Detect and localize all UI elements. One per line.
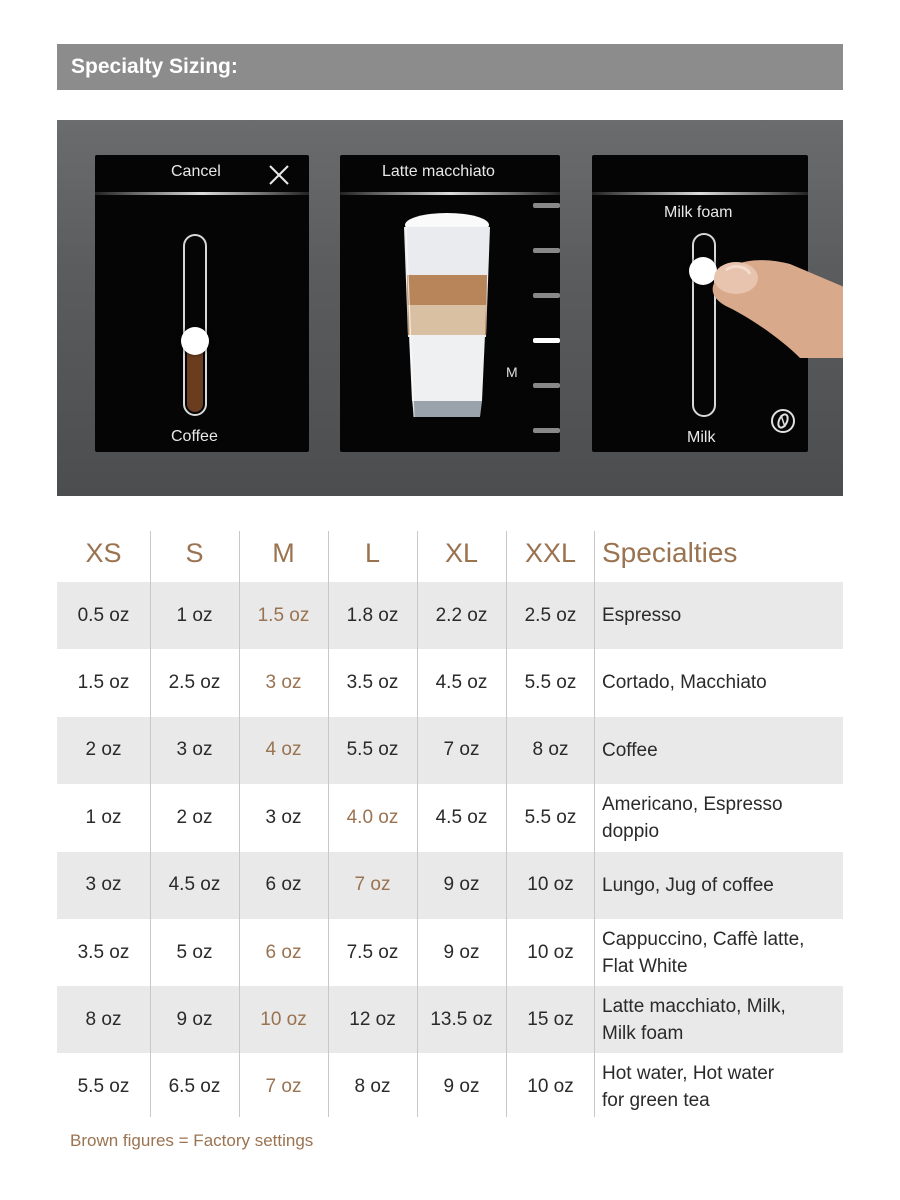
size-value-cell: 8 oz bbox=[85, 1008, 122, 1030]
coffee-bean-icon[interactable] bbox=[770, 408, 796, 434]
size-value-cell: 2 oz bbox=[176, 806, 213, 828]
column-divider bbox=[150, 531, 151, 1117]
specialty-cell bbox=[594, 919, 842, 986]
size-value-cell: 2.2 oz bbox=[435, 604, 488, 626]
size-tick-m[interactable] bbox=[533, 338, 560, 343]
specialty-line: Flat White bbox=[602, 955, 688, 977]
size-value-cell: 7 oz bbox=[265, 1076, 302, 1098]
specialty-line: Milk foam bbox=[602, 1022, 684, 1044]
size-value-cell: 2 oz bbox=[85, 739, 122, 761]
section-title: Specialty Sizing: bbox=[71, 55, 238, 78]
size-value-cell: 10 oz bbox=[260, 1008, 307, 1030]
size-value-cell: 9 oz bbox=[443, 874, 480, 896]
specialty-line: Latte macchiato, Milk, bbox=[602, 995, 786, 1017]
size-value-cell: 4.5 oz bbox=[435, 806, 488, 828]
specialty-line: for green tea bbox=[602, 1090, 710, 1112]
specialty-line: Coffee bbox=[602, 739, 658, 761]
specialty-cell bbox=[594, 784, 842, 851]
size-value-cell: 10 oz bbox=[527, 874, 574, 896]
latte-glass-icon bbox=[398, 211, 496, 429]
cancel-label[interactable]: Cancel bbox=[171, 163, 221, 180]
section-header bbox=[57, 44, 843, 90]
column-divider bbox=[417, 531, 418, 1117]
table-row bbox=[57, 919, 843, 986]
size-value-cell: 6 oz bbox=[265, 941, 302, 963]
size-value-cell: 5.5 oz bbox=[346, 739, 399, 761]
coffee-slider-track[interactable] bbox=[183, 234, 207, 416]
specialty-line: Cortado, Macchiato bbox=[602, 672, 767, 694]
size-tick-xxl[interactable] bbox=[533, 203, 560, 208]
size-value-cell: 10 oz bbox=[527, 941, 574, 963]
coffee-strength-screen bbox=[95, 155, 309, 452]
size-value-cell: 1.5 oz bbox=[257, 604, 310, 626]
drink-size-screen bbox=[340, 155, 560, 452]
size-value-cell: 1 oz bbox=[85, 806, 122, 828]
milk-foam-label: Milk foam bbox=[664, 204, 733, 221]
column-divider bbox=[328, 531, 329, 1117]
size-value-cell: 7 oz bbox=[443, 739, 480, 761]
specialty-cell bbox=[594, 717, 842, 784]
size-value-cell: 0.5 oz bbox=[77, 604, 130, 626]
size-value-cell: 3 oz bbox=[85, 874, 122, 896]
size-tick-xl[interactable] bbox=[533, 248, 560, 253]
coffee-slider-label: Coffee bbox=[171, 428, 218, 445]
column-divider bbox=[594, 531, 595, 1117]
column-header: S bbox=[185, 538, 204, 568]
specialty-line: Hot water, Hot water bbox=[602, 1063, 775, 1085]
size-value-cell: 1.8 oz bbox=[346, 604, 399, 626]
finger-image bbox=[690, 238, 843, 358]
specialty-cell bbox=[594, 986, 842, 1053]
table-row bbox=[57, 649, 843, 716]
size-tick-s[interactable] bbox=[533, 383, 560, 388]
size-value-cell: 3 oz bbox=[265, 671, 302, 693]
column-divider bbox=[506, 531, 507, 1117]
size-value-cell: 7 oz bbox=[354, 874, 391, 896]
specialty-line: Americano, Espresso bbox=[602, 793, 783, 815]
size-value-cell: 7.5 oz bbox=[346, 941, 399, 963]
column-divider bbox=[239, 531, 240, 1117]
specialty-line: doppio bbox=[602, 820, 660, 842]
table-row bbox=[57, 784, 843, 851]
size-value-cell: 9 oz bbox=[443, 941, 480, 963]
table-row bbox=[57, 1054, 843, 1121]
size-value-cell: 10 oz bbox=[527, 1076, 574, 1098]
specialty-line: Cappuccino, Caffè latte, bbox=[602, 928, 805, 950]
size-value-cell: 2.5 oz bbox=[168, 671, 221, 693]
size-tick-xs[interactable] bbox=[533, 428, 560, 433]
size-value-cell: 8 oz bbox=[354, 1076, 391, 1098]
specialty-cell bbox=[594, 582, 842, 649]
size-tick-l[interactable] bbox=[533, 293, 560, 298]
column-header: XXL bbox=[524, 538, 577, 568]
drink-name-label: Latte macchiato bbox=[382, 163, 495, 180]
size-marker-label: M bbox=[506, 364, 518, 380]
specialty-line: Lungo, Jug of coffee bbox=[602, 874, 774, 896]
size-value-cell: 5.5 oz bbox=[524, 806, 577, 828]
screen-divider bbox=[340, 192, 560, 195]
size-value-cell: 6.5 oz bbox=[168, 1076, 221, 1098]
size-value-cell: 6 oz bbox=[265, 874, 302, 896]
size-value-cell: 3.5 oz bbox=[346, 671, 399, 693]
screen-divider bbox=[95, 192, 309, 195]
specialty-cell bbox=[594, 1054, 842, 1121]
size-value-cell: 12 oz bbox=[349, 1008, 396, 1030]
size-value-cell: 9 oz bbox=[176, 1008, 213, 1030]
column-header: M bbox=[272, 538, 295, 568]
milk-label: Milk bbox=[687, 429, 716, 446]
coffee-slider-knob[interactable] bbox=[181, 327, 209, 355]
size-value-cell: 1 oz bbox=[176, 604, 213, 626]
size-value-cell: 13.5 oz bbox=[430, 1008, 493, 1030]
footnote: Brown figures = Factory settings bbox=[70, 1131, 314, 1150]
table-row bbox=[57, 852, 843, 919]
size-value-cell: 4.0 oz bbox=[346, 806, 399, 828]
screen-divider bbox=[592, 192, 808, 195]
table-row bbox=[57, 986, 843, 1053]
size-value-cell: 5 oz bbox=[176, 941, 213, 963]
size-value-cell: 15 oz bbox=[527, 1008, 574, 1030]
column-header: Specialties bbox=[602, 537, 738, 568]
column-header: L bbox=[364, 538, 381, 568]
column-header: XS bbox=[85, 538, 122, 568]
size-value-cell: 1.5 oz bbox=[77, 671, 130, 693]
size-value-cell: 5.5 oz bbox=[77, 1076, 130, 1098]
size-value-cell: 3 oz bbox=[176, 739, 213, 761]
machine-display-photo bbox=[57, 120, 843, 496]
specialty-cell bbox=[594, 649, 842, 716]
close-icon[interactable] bbox=[267, 163, 291, 187]
size-value-cell: 3 oz bbox=[265, 806, 302, 828]
size-value-cell: 4.5 oz bbox=[168, 874, 221, 896]
size-value-cell: 8 oz bbox=[532, 739, 569, 761]
size-value-cell: 2.5 oz bbox=[524, 604, 577, 626]
size-value-cell: 9 oz bbox=[443, 1076, 480, 1098]
size-value-cell: 3.5 oz bbox=[77, 941, 130, 963]
column-header: XL bbox=[444, 538, 479, 568]
size-value-cell: 5.5 oz bbox=[524, 671, 577, 693]
specialty-cell bbox=[594, 852, 842, 919]
specialty-line: Espresso bbox=[602, 605, 682, 626]
table-row bbox=[57, 717, 843, 784]
size-value-cell: 4.5 oz bbox=[435, 671, 488, 693]
table-row bbox=[57, 582, 843, 649]
size-value-cell: 4 oz bbox=[265, 739, 302, 761]
